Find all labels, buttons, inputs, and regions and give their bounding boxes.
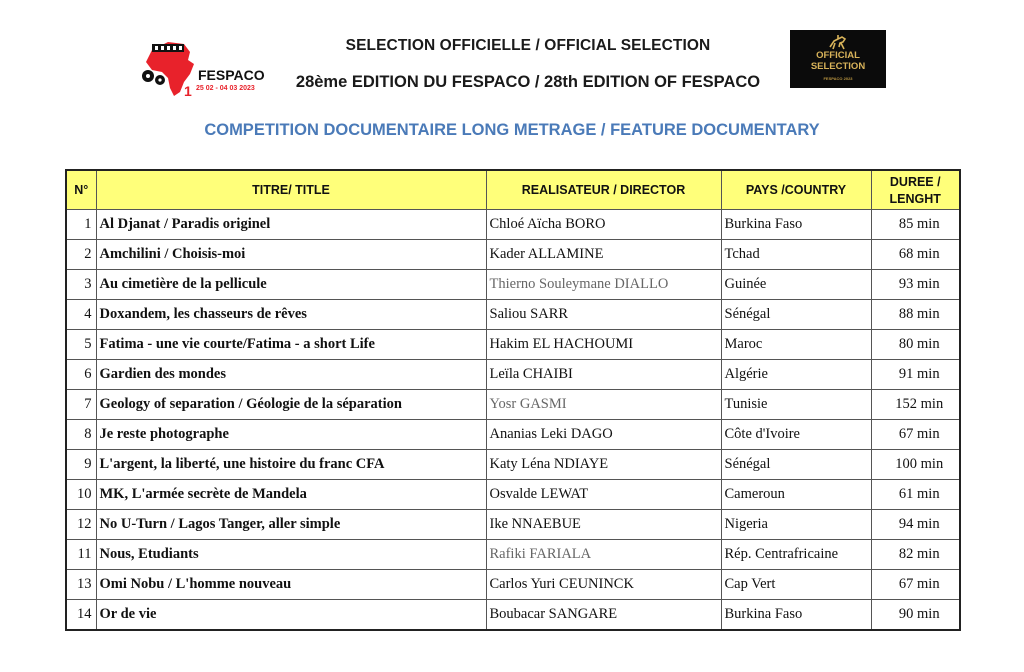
badge-line3: FESPACO 2023	[823, 76, 853, 81]
table-row	[66, 240, 960, 270]
header-title: TITRE/ TITLE	[96, 170, 486, 210]
table-row	[66, 390, 960, 420]
row-num: 3	[66, 270, 96, 300]
row-duration: 100 min	[871, 450, 960, 480]
row-country: Algérie	[721, 360, 871, 390]
logo-dates: 25 02 - 04 03 2023	[196, 85, 255, 92]
row-director: Yosr GASMI	[486, 390, 721, 420]
row-title: MK, L'armée secrète de Mandela	[96, 480, 486, 510]
row-duration: 82 min	[871, 540, 960, 570]
table-header-row	[66, 170, 960, 210]
row-country: Tchad	[721, 240, 871, 270]
row-duration: 85 min	[871, 210, 960, 240]
row-title: Au cimetière de la pellicule	[96, 270, 486, 300]
row-country: Burkina Faso	[721, 600, 871, 631]
horse-rider-icon	[826, 33, 850, 51]
row-country: Cameroun	[721, 480, 871, 510]
table-row	[66, 360, 960, 390]
table-row	[66, 450, 960, 480]
row-duration: 91 min	[871, 360, 960, 390]
table-row	[66, 510, 960, 540]
row-country: Burkina Faso	[721, 210, 871, 240]
row-director: Saliou SARR	[486, 300, 721, 330]
row-title: Al Djanat / Paradis originel	[96, 210, 486, 240]
row-title: Nous, Etudiants	[96, 540, 486, 570]
header-official-selection: SELECTION OFFICIELLE / OFFICIAL SELECTION	[345, 37, 711, 54]
row-title: Or de vie	[96, 600, 486, 631]
row-num: 10	[66, 480, 96, 510]
header-duration-line1: DUREE /	[889, 174, 941, 189]
row-title: Gardien des mondes	[96, 360, 486, 390]
row-duration: 88 min	[871, 300, 960, 330]
row-num: 9	[66, 450, 96, 480]
row-duration: 94 min	[871, 510, 960, 540]
table-row	[66, 270, 960, 300]
row-director: Kader ALLAMINE	[486, 240, 721, 270]
row-country: Nigeria	[721, 510, 871, 540]
row-title: Amchilini / Choisis-moi	[96, 240, 486, 270]
table-row	[66, 600, 960, 631]
row-title: Geology of separation / Géologie de la séparation	[96, 390, 486, 420]
row-num: 5	[66, 330, 96, 360]
row-duration: 67 min	[871, 570, 960, 600]
header-director: REALISATEUR / DIRECTOR	[486, 170, 721, 210]
header-duration-line2: LENGHT	[889, 191, 941, 206]
badge-line1: OFFICIAL	[816, 50, 860, 61]
row-num: 6	[66, 360, 96, 390]
table-row	[66, 570, 960, 600]
row-num: 2	[66, 240, 96, 270]
row-director: Chloé Aïcha BORO	[486, 210, 721, 240]
row-director: Hakim EL HACHOUMI	[486, 330, 721, 360]
row-num: 13	[66, 570, 96, 600]
row-duration: 67 min	[871, 420, 960, 450]
row-director: Rafiki FARIALA	[486, 540, 721, 570]
row-duration: 68 min	[871, 240, 960, 270]
table-row	[66, 420, 960, 450]
row-director: Thierno Souleymane DIALLO	[486, 270, 721, 300]
badge-line2: SELECTION	[810, 61, 866, 72]
row-num: 4	[66, 300, 96, 330]
row-title: Fatima - une vie courte/Fatima - a short Life	[96, 330, 486, 360]
row-country: Guinée	[721, 270, 871, 300]
row-title: Doxandem, les chasseurs de rêves	[96, 300, 486, 330]
header-duration	[871, 170, 960, 210]
row-duration: 61 min	[871, 480, 960, 510]
fespaco-logo	[138, 38, 270, 100]
row-duration: 80 min	[871, 330, 960, 360]
row-director: Ike NNAEBUE	[486, 510, 721, 540]
row-duration: 93 min	[871, 270, 960, 300]
table-row	[66, 330, 960, 360]
header-country: PAYS /COUNTRY	[721, 170, 871, 210]
row-num: 12	[66, 510, 96, 540]
section-subtitle: COMPETITION DOCUMENTAIRE LONG METRAGE / FEATURE DOCUMENTARY	[204, 121, 820, 139]
row-country: Rép. Centrafricaine	[721, 540, 871, 570]
svg-text:1: 1	[184, 83, 192, 99]
official-selection-badge	[790, 30, 886, 88]
row-num: 7	[66, 390, 96, 420]
header-edition: 28ème EDITION DU FESPACO / 28th EDITION OF FESPACO	[295, 73, 761, 91]
row-num: 8	[66, 420, 96, 450]
row-duration: 90 min	[871, 600, 960, 631]
row-director: Leïla CHAIBI	[486, 360, 721, 390]
logo-name: FESPACO	[198, 67, 265, 83]
row-num: 1	[66, 210, 96, 240]
row-country: Tunisie	[721, 390, 871, 420]
row-country: Sénégal	[721, 300, 871, 330]
row-director: Ananias Leki DAGO	[486, 420, 721, 450]
table-row	[66, 540, 960, 570]
table-row	[66, 300, 960, 330]
row-duration: 152 min	[871, 390, 960, 420]
row-director: Carlos Yuri CEUNINCK	[486, 570, 721, 600]
row-director: Boubacar SANGARE	[486, 600, 721, 631]
row-country: Maroc	[721, 330, 871, 360]
row-title: Omi Nobu / L'homme nouveau	[96, 570, 486, 600]
row-country: Côte d'Ivoire	[721, 420, 871, 450]
table-row	[66, 480, 960, 510]
row-country: Cap Vert	[721, 570, 871, 600]
row-num: 11	[66, 540, 96, 570]
table-row	[66, 210, 960, 240]
row-title: Je reste photographe	[96, 420, 486, 450]
row-title: L'argent, la liberté, une histoire du franc CFA	[96, 450, 486, 480]
row-director: Osvalde LEWAT	[486, 480, 721, 510]
header-num: N°	[66, 170, 96, 210]
row-title: No U-Turn / Lagos Tanger, aller simple	[96, 510, 486, 540]
row-num: 14	[66, 600, 96, 631]
selection-table	[65, 169, 961, 631]
row-country: Sénégal	[721, 450, 871, 480]
row-director: Katy Léna NDIAYE	[486, 450, 721, 480]
